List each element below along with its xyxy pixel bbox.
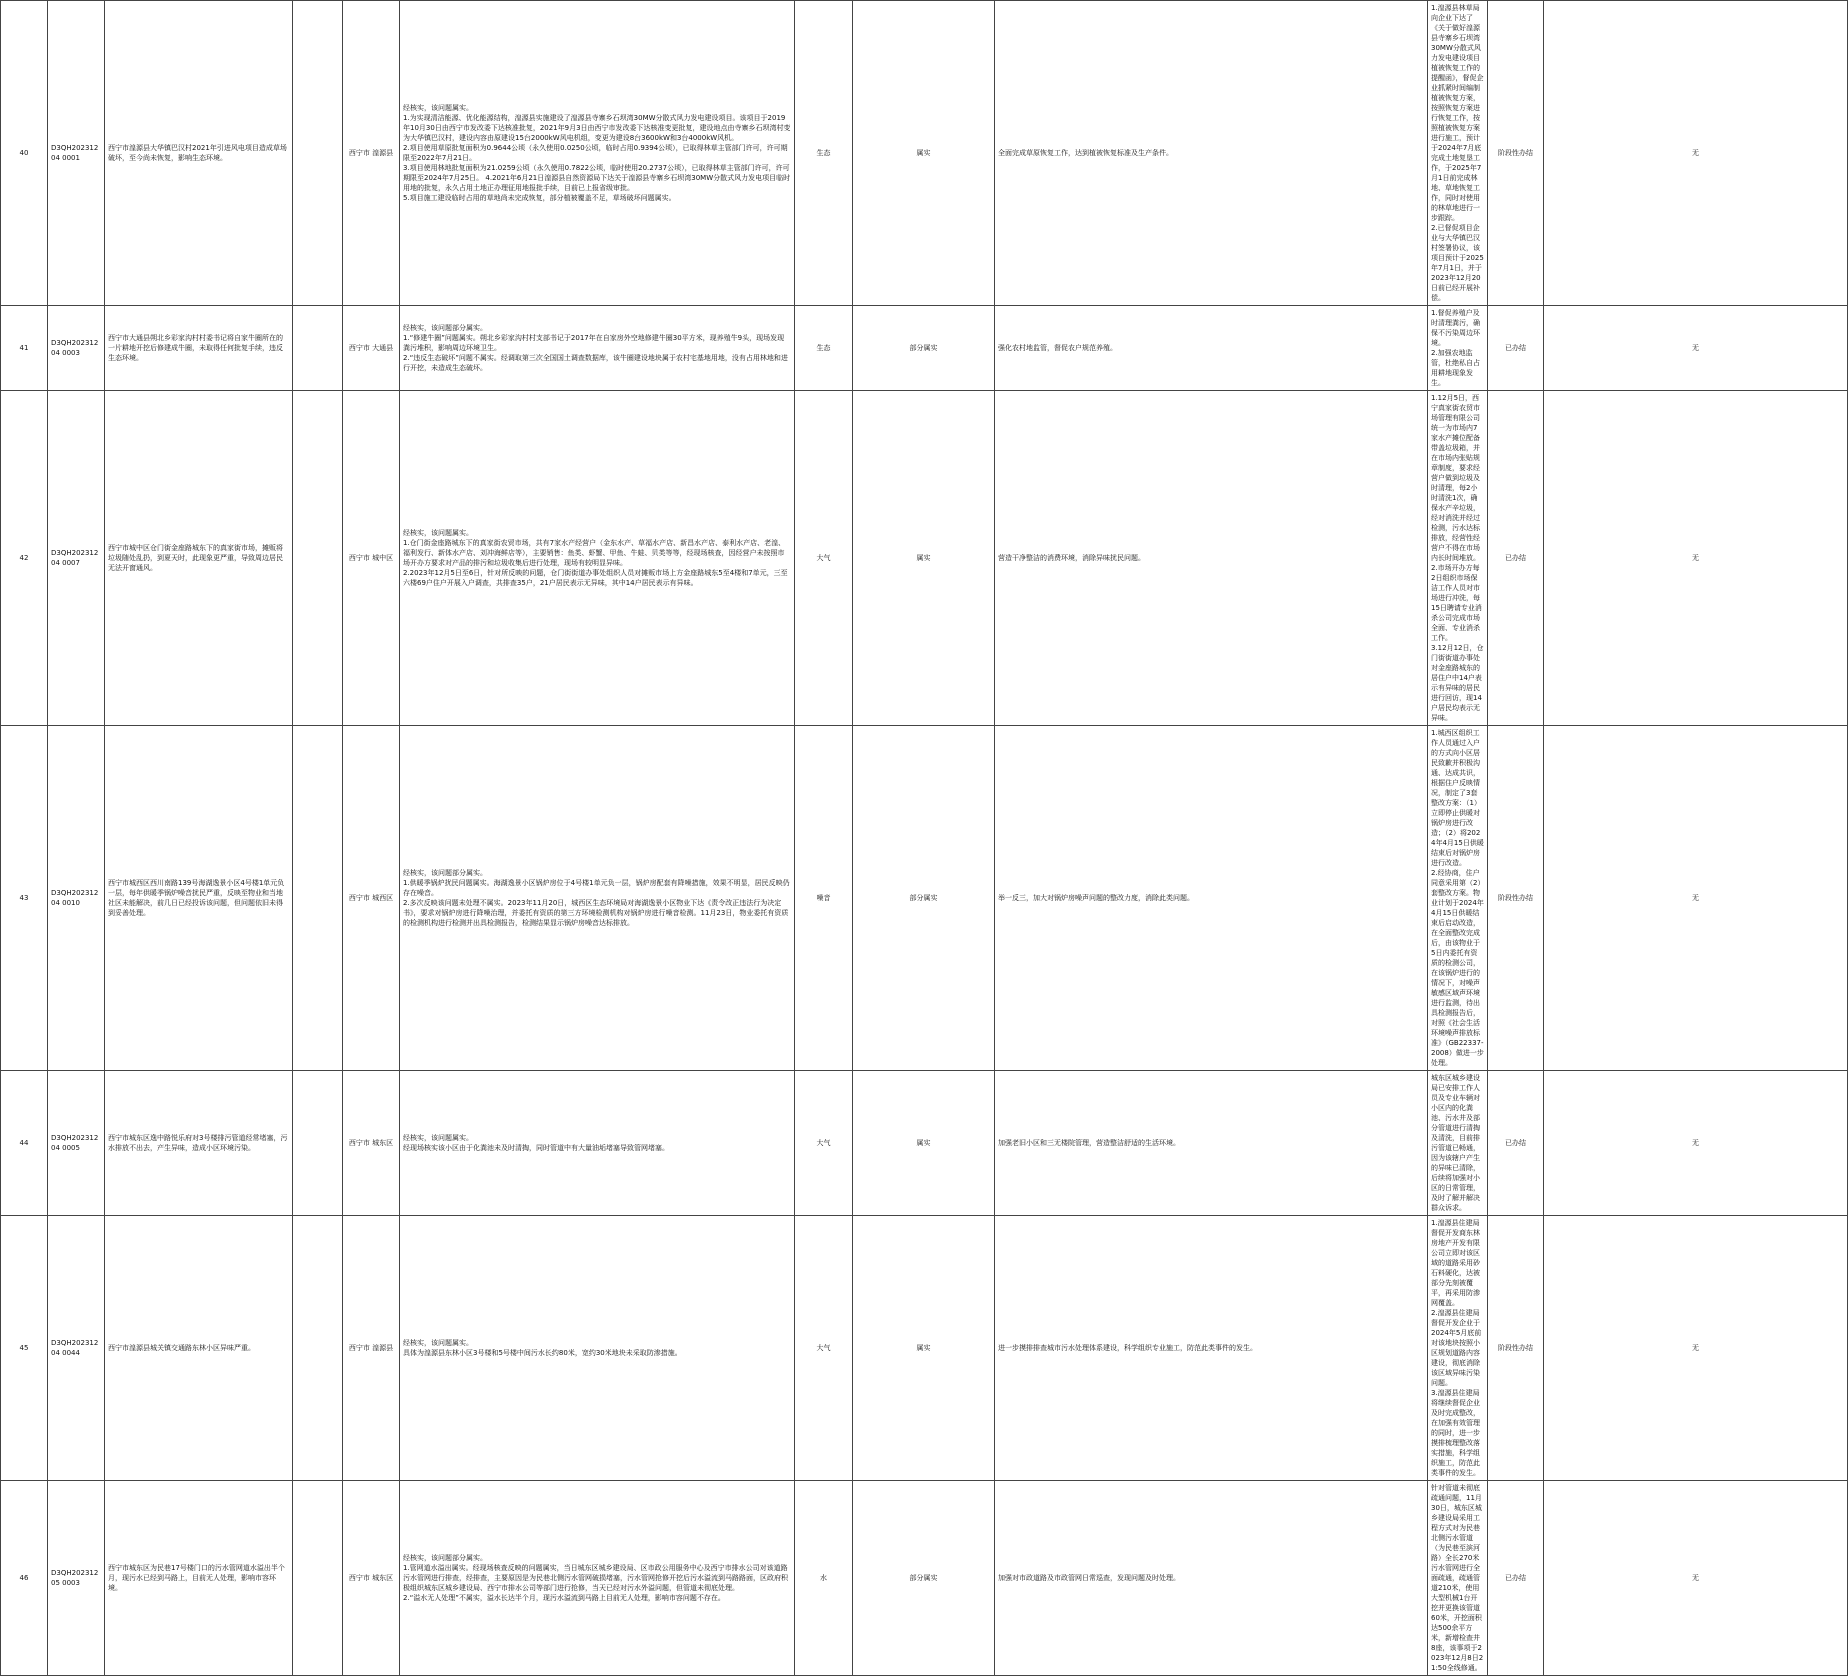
complaint-text: 西宁市城中区仓门街金座路城东下的真家街市场，摊贩将垃圾随处乱扔，到夏天时，此现象更严重，导致周边居民无法开窗通风。 — [105, 391, 293, 726]
handling-status: 已办结 — [1488, 391, 1544, 726]
verification-text-line: 经现场核实该小区由于化粪池未及时清掏，同时管道中有大量油垢堵塞导致管网堵塞。 — [403, 1144, 669, 1152]
table-row — [1, 1, 1848, 306]
verification-text-line: 1.供暖季锅炉扰民问题属实。海湖逸景小区锅炉房位于4号楼1单元负一层，锅炉房配套有降噪措施，效果不明显，居民反映仍存在噪音。 — [403, 879, 790, 897]
verification-text-line: 2.“溢水无人处理”不属实，溢水长达半个月，现污水溢流到马路上目前无人处理，影响市容问题不存在。 — [403, 1594, 725, 1602]
case-code: D3QH20231205 0003 — [48, 1481, 105, 1676]
rectification-goal: 加强对市政道路及市政管网日常巡查，发现问题及时处理。 — [995, 1481, 1428, 1676]
region: 西宁市 城中区 — [343, 391, 400, 726]
pollution-type: 生态 — [795, 306, 853, 391]
region: 西宁市 城西区 — [343, 726, 400, 1071]
blank-cell — [293, 306, 343, 391]
rectification-goal: 进一步摸排排查城市污水处理体系建设，科学组织专业施工，防范此类事件的发生。 — [995, 1216, 1428, 1481]
rectification-result-line: 2.经协商，住户同意采用第（2）套整改方案。物业计划于2024年4月15日供暖结束后启动改造，在全面整改完成后，由该物业于5日内委托有资质的检测公司，在该锅炉进行的情况下，对噪声敏感区域声环境进行监测，待出具检测报告后，对照《社会生活环境噪声排放标准》（GB22337-2008）做进一步处理。 — [1431, 869, 1484, 1067]
verification-result: 属实 — [853, 1, 995, 306]
blank-cell — [293, 391, 343, 726]
verification-text-line: 2.多次反映该问题未处理不属实。2023年11月20日，城西区生态环境局对海湖逸景小区物业下达《责令改正违法行为决定书》，要求对锅炉房进行降噪治理，并委托有资质的第三方环境检测机构对锅炉房进行噪音检测。11月23日，物业委托有资质的检测机构进行检测并出具检测报告，检测结果显示锅炉房噪音达标排放。 — [403, 899, 789, 927]
rectification-result-line: 3.12月12日，仓门街街道办事处对金座路城东的居住户中14户表示有异味的居民进行回访，现14户居民均表示无异味。 — [1431, 644, 1484, 722]
pollution-type: 大气 — [795, 1071, 853, 1216]
rectification-result-line: 2.加强农地监管，杜绝私自占用耕地现象发生。 — [1431, 349, 1480, 387]
complaint-text: 西宁市城东区为民巷17号楼门口的污水管网道水溢出半个月，现污水已经到马路上，目前无人处理，影响市容环境。 — [105, 1481, 293, 1676]
verification-text — [400, 1, 795, 306]
blank-cell — [293, 1071, 343, 1216]
table-row — [1, 726, 1848, 1071]
verification-result: 属实 — [853, 1216, 995, 1481]
blank-cell — [293, 726, 343, 1071]
table-row — [1, 306, 1848, 391]
rectification-result-line: 城东区城乡建设局已安排工作人员及专业车辆对小区内的化粪池、污水井及部分管道进行清掏及清洗，目前排污管道已畅通，因为该辖户产生的异味已清除，后续将加强对小区的日常管理，及时了解并解决群众诉求。 — [1431, 1074, 1480, 1212]
case-code: D3QH20231204 0044 — [48, 1216, 105, 1481]
rectification-result — [1428, 306, 1488, 391]
rectification-result-line: 2.湟源县住建局督促开发企业于2024年5月底前对该地块按照小区规划道路内容建设，彻底消除该区域异味污染问题。 — [1431, 1309, 1482, 1387]
handling-status: 阶段性办结 — [1488, 1, 1544, 306]
handling-status: 已办结 — [1488, 1481, 1544, 1676]
complaint-text: 西宁市大通县朔北乡彩家沟村村委书记将自家牛圈所在的一片耕地开挖后修建成牛圈，未取得任何批复手续，违反生态环境。 — [105, 306, 293, 391]
verification-result: 属实 — [853, 1071, 995, 1216]
verification-text-line: 经核实，该问题部分属实。 — [403, 324, 487, 332]
verification-text — [400, 726, 795, 1071]
verification-result: 部分属实 — [853, 726, 995, 1071]
verification-result: 部分属实 — [853, 1481, 995, 1676]
region: 西宁市 湟源县 — [343, 1216, 400, 1481]
case-code: D3QH20231204 0001 — [48, 1, 105, 306]
case-code: D3QH20231204 0005 — [48, 1071, 105, 1216]
pollution-type: 噪音 — [795, 726, 853, 1071]
verification-text-line: 经核实，该问题部分属实。 — [403, 1554, 487, 1562]
verification-text-line: 1.“修建牛圈”问题属实。朔北乡彩家沟村村支部书记于2017年在自家房外空地修建牛圈30平方米，现养殖牛9头，现场发现粪污堆积，影响周边环境卫生。 — [403, 334, 785, 352]
row-number: 40 — [1, 1, 48, 306]
pollution-type: 水 — [795, 1481, 853, 1676]
rectification-goal: 强化农村地监管，督促农户规范养殖。 — [995, 306, 1428, 391]
verification-text-line: 经核实，该问题属实。 — [403, 529, 473, 537]
pollution-type: 大气 — [795, 1216, 853, 1481]
verification-text-line: 经核实，该问题部分属实。 — [403, 869, 487, 877]
verification-text-line: 2.项目使用草原批复面积为0.9644公顷（永久使用0.0250公顷，临时占用0.9394公顷），已取得林草主管部门许可，许可期限至2022年7月21日。 — [403, 144, 788, 162]
region: 西宁市 城东区 — [343, 1481, 400, 1676]
accountability: 无 — [1544, 1216, 1848, 1481]
row-number: 46 — [1, 1481, 48, 1676]
handling-status: 阶段性办结 — [1488, 726, 1544, 1071]
row-number: 41 — [1, 306, 48, 391]
verification-text-line: 5.项目施工建设临时占用的草地尚未完成恢复，部分植被覆盖不足，草场破坏问题属实。 — [403, 194, 676, 202]
handling-status: 阶段性办结 — [1488, 1216, 1544, 1481]
rectification-result-line: 2.已督促项目企业与大华镇巴汉村签署协议，该项目预计于2025年7月1日，并于2023年12月20日前已经开展补偿。 — [1431, 224, 1484, 302]
region: 西宁市 湟源县 — [343, 1, 400, 306]
case-code: D3QH20231204 0010 — [48, 726, 105, 1071]
verification-text-line: 1.仓门街金座路城东下的真家街农贸市场，共有7家水产经营户（金东水产、草福水产店、新昌水产店、泰利水产店、老湟、福利发行、新体水产店、刘冲海鲜店等），主要销售：鱼类、虾蟹、甲鱼、牛蛙、贝类等等，经现场核查，因经营户未按照市场开办方要求对产品的排污和垃圾收集后进行处理，现场有较明显异味。 — [403, 539, 786, 567]
verification-text — [400, 1071, 795, 1216]
rectification-result — [1428, 1481, 1488, 1676]
complaint-text: 西宁市城东区逸中路悦乐府对3号楼排污管道经常堵塞，污水排放不出去，产生异味，造成小区环境污染。 — [105, 1071, 293, 1216]
complaint-text: 西宁市湟源县大华镇巴汉村2021年引进风电项目造成草场破坏，至今尚未恢复，影响生态环境。 — [105, 1, 293, 306]
row-number: 43 — [1, 726, 48, 1071]
handling-status: 已办结 — [1488, 1071, 1544, 1216]
case-code: D3QH20231204 0003 — [48, 306, 105, 391]
table-row — [1, 1481, 1848, 1676]
region: 西宁市 城东区 — [343, 1071, 400, 1216]
rectification-result — [1428, 726, 1488, 1071]
rectification-goal: 举一反三，加大对锅炉房噪声问题的整改力度，消除此类问题。 — [995, 726, 1428, 1071]
verification-text-line: 1.管网道水溢出属实。经现场核查反映的问题属实，当日城东区城乡建设局、区市政公用服务中心及西宁市排水公司对该道路污水管网进行排查，经排查，主要原因是为民巷北侧污水管网破损堵塞，污水管网抢修开挖后污水溢流到马路路面，区政府积极组织城东区城乡建设局、西宁市排水公司等部门进行抢修，当天已经对污水外溢问题，但管道未彻底处理。 — [403, 1564, 788, 1592]
blank-cell — [293, 1481, 343, 1676]
rectification-result-line: 1.湟源县林草局向企业下达了《关于做好湟源县寺寨乡石坝湾30MW分散式风力发电建设项目植被恢复工作的提醒函》，督促企业抓紧时间编制植被恢复方案，按照恢复方案进行恢复工作，按照植被恢复方案进行施工，预计于2024年7月底完成土地复垦工作，于2025年7月1日前完成林地、草地恢复工作，同时对使用的林草地进行一步跟踪。 — [1431, 4, 1484, 222]
rectification-goal: 加强老旧小区和三无楼院管理，营造整洁舒适的生活环境。 — [995, 1071, 1428, 1216]
row-number: 42 — [1, 391, 48, 726]
pollution-type: 大气 — [795, 391, 853, 726]
verification-text — [400, 1216, 795, 1481]
table-row — [1, 1216, 1848, 1481]
verification-text-line: 2.2023年12月5日至6日，针对所反映的问题，仓门街街道办事处组织人员对摊贩市场上方金座路城东5至4楼和7单元，三至六楼69户住户开展入户调查，共排查35户，21户居民表示无异味，其中14户居民表示有异味。 — [403, 569, 788, 587]
verification-result: 属实 — [853, 391, 995, 726]
rectification-goal: 全面完成草原恢复工作，达到植被恢复标准及生产条件。 — [995, 1, 1428, 306]
rectification-result-line: 3.湟源县住建局将继续督促企业及时完成整改，在加强有效管理的同时，进一步摸排梳理整改落实措施，科学组织施工，防范此类事件的发生。 — [1431, 1389, 1480, 1477]
handling-status: 已办结 — [1488, 306, 1544, 391]
verification-text — [400, 306, 795, 391]
row-number: 44 — [1, 1071, 48, 1216]
verification-text-line: 经核实，该问题属实。 — [403, 1339, 473, 1347]
verification-text — [400, 1481, 795, 1676]
rectification-result-line: 1.12月5日，西宁真家街农贸市场管理有限公司统一为市场内7家水产摊位配备带盖垃圾箱，并在市场内张贴规章制度，要求经营户做到垃圾及时清理，每2小时清洗1次，确保水产辛垃圾，经对消洗并经过检测，污水达标排放，经营性经营户不得在市场内长时间堆放。 — [1431, 394, 1480, 562]
table-row — [1, 1071, 1848, 1216]
accountability: 无 — [1544, 306, 1848, 391]
rectification-goal: 营造干净整洁的消费环境，消除异味扰民问题。 — [995, 391, 1428, 726]
region: 西宁市 大通县 — [343, 306, 400, 391]
verification-text-line: 1.为实现清洁能源、优化能源结构，湟源县实施建设了湟源县寺寨乡石坝湾30MW分散式风力发电建设项目。该项目于2019年10月30日由西宁市发改委下达核准批复，2021年9月3日由西宁市发改委下达核准变更批复，建设地点由寺寨乡石坝湾村变为大华镇巴汉村，建设内容由原建设15台2000kW风电机组，变更为建设8台3600kW和3台4000kW风机。 — [403, 114, 791, 142]
verification-text-line: 3.项目使用林地批复面积为21.0259公顷（永久使用0.7822公顷，临时使用20.2737公顷），已取得林草主管部门许可，许可期限至2024年7月25日。 4.2021年6月21日湟源县自然资源局下达关于湟源县寺寨乡石坝湾30MW分散式风力发电项目临时用地的批复，永久占用土地正办理征用地报批手续，目前已上报省级审批。 — [403, 164, 791, 192]
complaint-text: 西宁市湟源县城关镇交通路东林小区异味严重。 — [105, 1216, 293, 1481]
rectification-result — [1428, 391, 1488, 726]
verification-text-line: 经核实，该问题属实。 — [403, 104, 473, 112]
rectification-result — [1428, 1071, 1488, 1216]
blank-cell — [293, 1216, 343, 1481]
verification-text-line: 具体为湟源县东林小区3号楼和5号楼中间污水长约80米，宽约30米地块未采取防渗措施。 — [403, 1349, 682, 1357]
rectification-result — [1428, 1216, 1488, 1481]
pollution-type: 生态 — [795, 1, 853, 306]
accountability: 无 — [1544, 1, 1848, 306]
verification-text-line: 经核实，该问题属实。 — [403, 1134, 473, 1142]
rectification-result-line: 1.城西区组织工作人员通过入户的方式向小区居民致歉并积极沟通、达成共识，根据住户反映情况，制定了3套整改方案：（1）立即停止供暖对锅炉房进行改造；（2）将2024年4月15日供暖结束后对锅炉房进行改造。 — [1431, 729, 1484, 867]
accountability: 无 — [1544, 391, 1848, 726]
table-row — [1, 391, 1848, 726]
case-code: D3QH20231204 0007 — [48, 391, 105, 726]
accountability: 无 — [1544, 1481, 1848, 1676]
verification-text — [400, 391, 795, 726]
rectification-result-line: 1.湟源县住建局督促开发商东林房地产开发有限公司立即对该区域的道路采用砂石料硬化，达被部分先刻被覆平，再采用防渗网覆盖。 — [1431, 1219, 1480, 1307]
accountability: 无 — [1544, 1071, 1848, 1216]
complaint-text: 西宁市城西区西川南路139号海湖逸景小区4号楼1单元负一层，每年供暖季锅炉噪音扰民严重，反映至物业和当地社区未能解决，前几日已经投诉该问题，但问题依旧未得到妥善处理。 — [105, 726, 293, 1071]
rectification-result — [1428, 1, 1488, 306]
accountability: 无 — [1544, 726, 1848, 1071]
rectification-result-line: 2.市场开办方每2日组织市场保洁工作人员对市场进行冲洗，每15日聘请专业消杀公司完成市场全面、专业消杀工作。 — [1431, 564, 1482, 642]
rectification-result-line: 1.督促养殖户及时清理粪污，确保不污染周边环境。 — [1431, 309, 1480, 347]
row-number: 45 — [1, 1216, 48, 1481]
verification-text-line: 2.“违反生态破坏”问题不属实。经调取第三次全国国土调查数据库，该牛圈建设地块属于农村宅基地用地，没有占用林地和进行开挖，未造成生态破坏。 — [403, 354, 788, 372]
verification-result: 部分属实 — [853, 306, 995, 391]
rectification-result-line: 针对管道未彻底疏通问题，11月30日，城东区城乡建设局采用工程方式对为民巷北侧污水管道（为民巷至滨河路）全长270米污水管网进行全面疏通，疏通管道210米，使用大型机械1台开挖并更换该管道60米，开挖面积达500余平方米，新增检查井8座，该事项于2023年12月8日21:50全线修通。 — [1431, 1484, 1484, 1672]
blank-cell — [293, 1, 343, 306]
